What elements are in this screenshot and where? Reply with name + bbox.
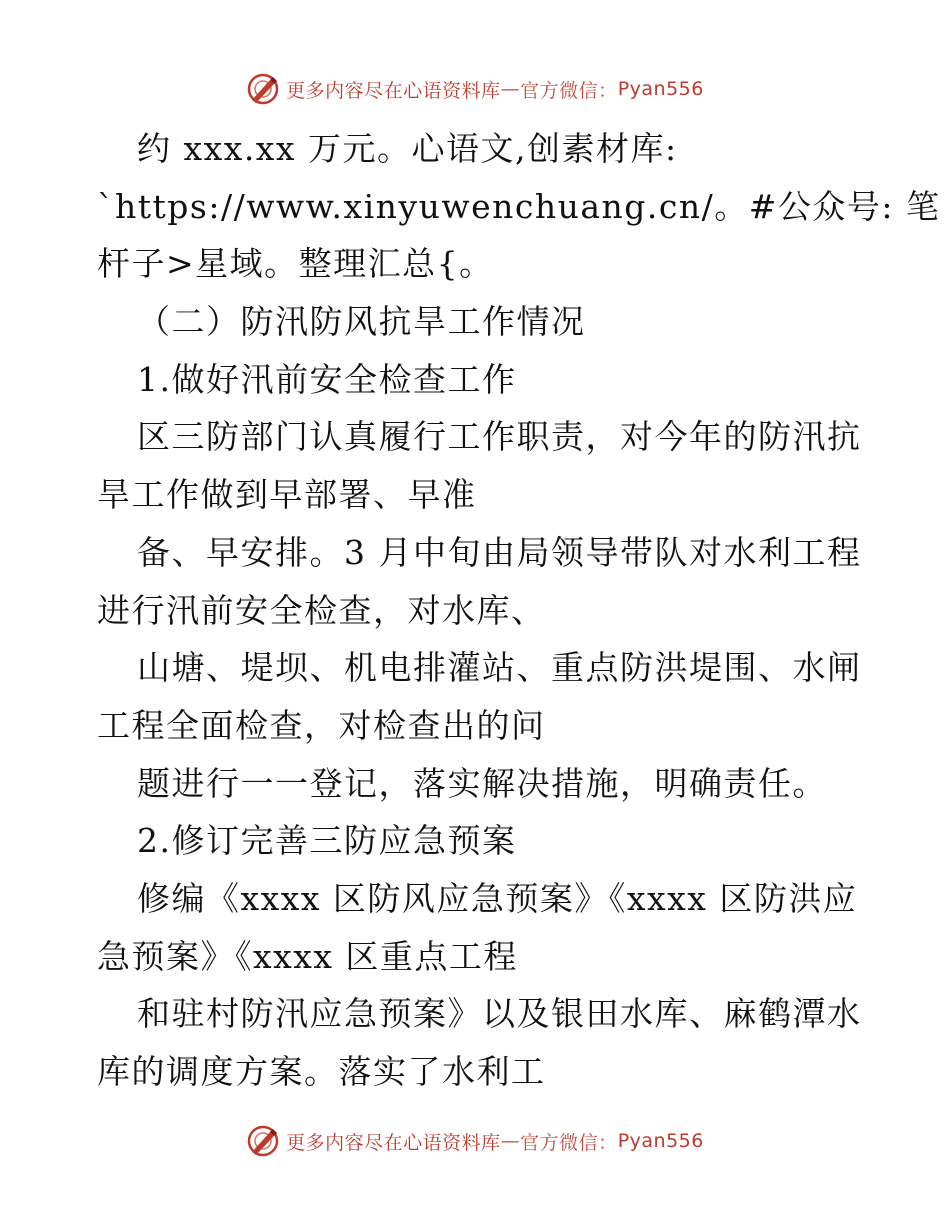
body-line-text: 山塘、堤坝、机电排灌站、重点防洪堤围、水闸 [137,648,862,688]
body-line [97,755,857,813]
body-line-text: 题进行一一登记，落实解决措施，明确责任。 [137,763,827,803]
watermark-separator: — [500,1130,521,1152]
body-line-text: 工程全面检查，对检查出的问 [97,705,546,745]
pen-logo-icon [246,1124,280,1158]
body-line [97,466,857,524]
body-line [97,928,857,986]
body-line [97,524,862,582]
watermark-wechat-label: 官方微信： [520,79,618,102]
body-line-text: 修编《xxxx 区防风应急预案》《xxxx 区防洪应 [137,878,858,918]
body-line [97,120,857,178]
body-line [97,408,862,466]
body-line [97,870,857,928]
body-line-text: 急预案》《xxxx 区重点工程 [97,936,518,976]
body-line [97,235,857,293]
footer-watermark [0,1124,950,1158]
section-heading [97,293,857,351]
body-line-text: 杆子>星域。整理汇总{。 [97,244,494,284]
watermark-main-text: 更多内容尽在心语资料库 [286,79,501,102]
pen-logo-icon [246,72,280,106]
body-line [97,1043,857,1101]
watermark-wechat-id: Pyan556 [617,78,704,100]
body-line [97,985,862,1043]
body-line-text: 区三防部门认真履行工作职责，对今年的防汛抗 [137,417,862,457]
watermark-separator: — [500,78,521,100]
header-watermark [0,72,950,106]
body-line-text: 约 xxx.xx 万元。心语文,创素材库: [137,129,678,168]
body-line-text: 备、早安排。3 月中旬由局领导带队对水利工程 [137,532,862,572]
body-line-text: 和驻村防汛应急预案》以及银田水库、麻鹤潭水 [137,994,862,1034]
body-line-text: `https://www.xinyuwenchuang.cn/。#公众号: 笔 [97,186,941,226]
body-line [97,639,862,697]
body-line-text: 进行汛前安全检查，对水库、 [97,590,546,630]
watermark-main-text: 更多内容尽在心语资料库 [286,1131,501,1154]
section-heading-text: （二）防汛防风抗旱工作情况 [137,302,586,342]
document-body [97,120,941,1101]
watermark-wechat-id: Pyan556 [617,1130,704,1152]
body-line-text: 库的调度方案。落实了水利工 [97,1052,546,1091]
subsection-heading-text: 1.做好汛前安全检查工作 [137,359,517,399]
body-line [97,582,857,640]
subsection-heading-text: 2.修订完善三防应急预案 [137,821,517,861]
subsection-heading [97,812,857,870]
body-line [97,697,857,755]
body-line [97,178,941,236]
subsection-heading [97,351,857,409]
watermark-wechat-label: 官方微信： [520,1131,618,1154]
body-line-text: 旱工作做到早部署、早准 [97,475,477,515]
